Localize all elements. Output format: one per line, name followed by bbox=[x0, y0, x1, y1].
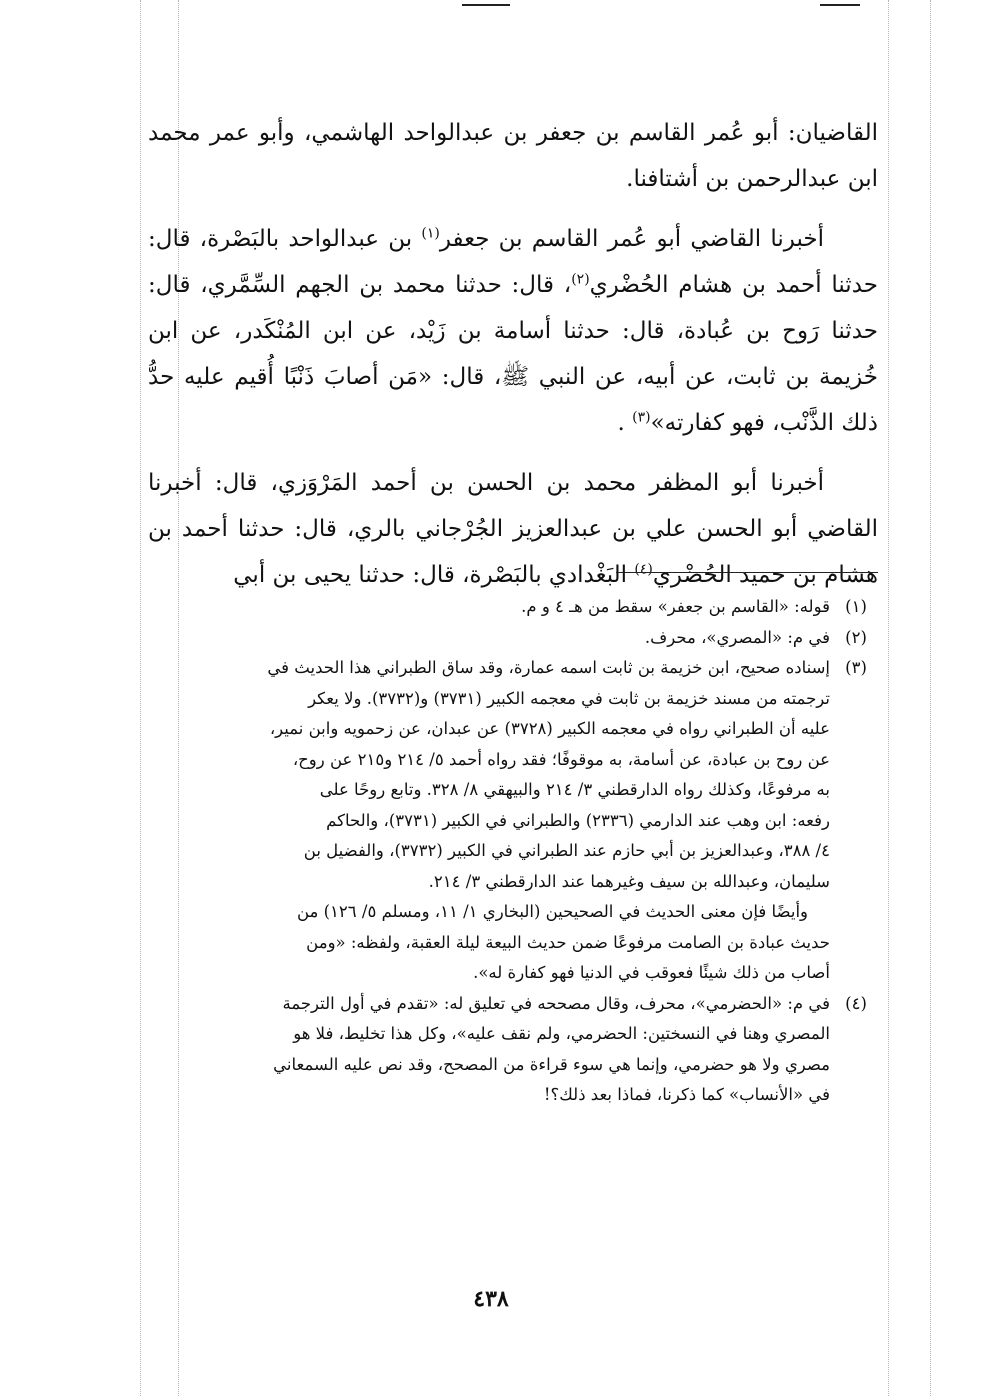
footnote-separator bbox=[616, 572, 878, 573]
body-line: ابن عبدالرحمن بن أشتافنا. bbox=[626, 166, 878, 192]
footnote-number: (٤) bbox=[845, 993, 867, 1013]
scan-margin-dots bbox=[930, 0, 931, 1396]
scan-top-rule bbox=[462, 4, 510, 6]
footnote-line: المصري وهنا في النسختين: الحضرمي، ولم نقف عليه»، وكل هذا تخليط، فلا هو bbox=[293, 1024, 830, 1043]
footnote-line: عن روح بن عبادة، عن أسامة، به موقوفًا؛ فقد رواه أحمد ٥/ ٢١٤ و٢١٥ عن روح، bbox=[292, 749, 830, 769]
footnote-line: به مرفوعًا، وكذلك رواه الدارقطني ٣/ ٢١٤ والبيهقي ٨/ ٣٢٨. وتابع روحًا على bbox=[319, 780, 830, 799]
footnote-line: في «الأنساب» كما ذكرنا، فماذا بعد ذلك؟! bbox=[543, 1085, 830, 1104]
scan-margin-dots bbox=[888, 0, 889, 1396]
footnote bbox=[148, 989, 878, 1111]
body-text: أخبرنا القاضي أبو عُمر القاسم بن جعفر bbox=[439, 226, 824, 252]
footnote-line: في م: «المصري»، محرف. bbox=[644, 627, 830, 647]
footnote bbox=[148, 623, 878, 654]
footnote-number: (١) bbox=[845, 597, 867, 616]
footnote-line: مصري ولا هو حضرمي، وإنما هي سوء قراءة من المصحح، وقد نص عليه السمعاني bbox=[273, 1054, 830, 1074]
body-text: . bbox=[617, 410, 633, 436]
footnote bbox=[148, 653, 878, 989]
footnotes bbox=[148, 592, 878, 1111]
footnote-ref[interactable]: (٢) bbox=[571, 271, 590, 288]
scan-top-rule bbox=[820, 4, 860, 6]
page-number: ٤٣٨ bbox=[473, 1286, 509, 1312]
footnote-ref[interactable]: (١) bbox=[421, 225, 440, 242]
footnote-number: (٢) bbox=[845, 627, 867, 647]
body-line: القاضيان: أبو عُمر القاسم بن جعفر بن عبدالواحد الهاشمي، وأبو عمر محمد bbox=[148, 120, 878, 146]
footnote-line: ٤/ ٣٨٨، وعبدالعزيز بن أبي حازم عند الطبراني في الكبير (٣٧٣٢)، والفضيل بن bbox=[303, 841, 830, 860]
body-paragraph bbox=[148, 110, 878, 202]
page-body bbox=[148, 110, 878, 612]
footnote-line: عليه أن الطبراني رواه في معجمه الكبير (٣٧٢٨) عن عبدان، عن زحمويه وابن نمير، bbox=[269, 719, 830, 738]
body-text: ، قال: حدثنا محمد بن الجهم السِّمَّري، قال: حدثنا رَوح بن عُبادة، قال: حدثنا أسامة بن زَيْد، عن ابن المُنْكَدر، عن ابن خُزيمة بن ثابت، عن أبيه، عن النبي ﷺ، قال: «مَن أصابَ ذَنْبًا أُقيم عليه حدُّ ذلك الذَّنْب، فهو كفارته» bbox=[148, 272, 878, 436]
footnote-line: سليمان، وعبدالله بن سيف وغيرهما عند الدارقطني ٣/ ٢١٤. bbox=[428, 871, 830, 891]
footnote-line: رفعه: ابن وهب عند الدارمي (٢٣٣٦) والطبراني في الكبير (٣٧٣١)، والحاكم bbox=[326, 810, 830, 830]
footnote-line: في م: «الحضرمي»، محرف، وقال مصححه في تعليق له: «تقدم في أول الترجمة bbox=[282, 993, 830, 1013]
footnote-ref[interactable]: (٣) bbox=[632, 409, 651, 426]
footnote-line: قوله: «القاسم بن جعفر» سقط من هـ ٤ و م. bbox=[521, 597, 830, 616]
footnote-number: (٣) bbox=[845, 658, 867, 677]
body-text: البَغْدادي بالبَصْرة، قال: حدثنا يحيى بن أبي bbox=[233, 562, 635, 588]
footnote bbox=[148, 592, 878, 623]
footnote-ref[interactable]: (٤) bbox=[634, 561, 653, 578]
footnote-line: وأيضًا فإن معنى الحديث في الصحيحين (البخاري ١/ ١١، ومسلم ٥/ ١٢٦) من bbox=[296, 902, 808, 921]
footnote-line: أصاب من ذلك شيئًا فعوقب في الدنيا فهو كفارة له». bbox=[473, 963, 830, 982]
body-paragraph bbox=[148, 216, 878, 446]
footnote-line: ترجمته من مسند خزيمة بن ثابت في معجمه الكبير (٣٧٣١) و(٣٧٣٢). ولا يعكر bbox=[308, 688, 830, 708]
footnote-line: حديث عبادة بن الصامت مرفوعًا ضمن حديث البيعة ليلة العقبة، ولفظه: «ومن bbox=[306, 932, 830, 952]
footnote-line: إسناده صحيح، ابن خزيمة بن ثابت اسمه عمارة، وقد ساق الطبراني هذا الحديث في bbox=[267, 658, 830, 677]
body-text: بن عبدالواحد بالبَصْرة، قال: حدثنا أحمد بن هشام الحُضْري bbox=[148, 226, 878, 298]
scan-margin-dots bbox=[140, 0, 141, 1396]
body-text: أخبرنا أبو المظفر محمد بن الحسن بن أحمد المَرْوَزي، قال: أخبرنا القاضي أبو الحسن علي بن عبدالعزيز الجُرْجاني بالري، قال: حدثنا أحمد بن هشام بن حميد الحُضْري bbox=[148, 470, 878, 588]
body-paragraph bbox=[148, 460, 878, 598]
